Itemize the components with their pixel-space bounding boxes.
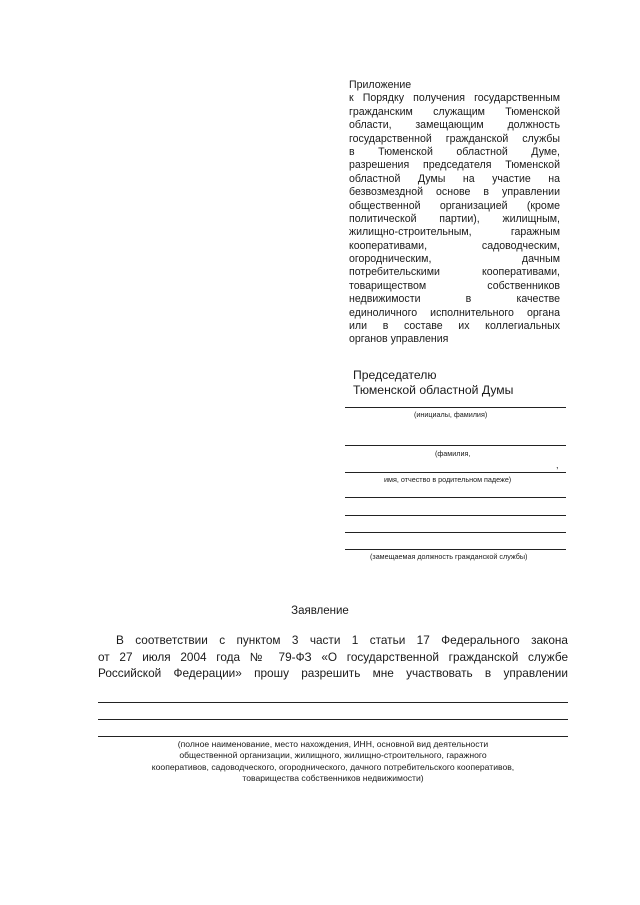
appendix-header [349,79,560,347]
position-field-line-1[interactable] [345,497,566,498]
addressee-org: Тюменской областной Думы [353,382,514,397]
appendix-line: областной Думы на участие на [349,172,560,185]
name-field-line[interactable] [345,472,566,473]
organization-field-line-3[interactable] [98,736,568,737]
position-field-line-2[interactable] [345,515,566,516]
document-title: Заявление [291,605,349,617]
application-body [98,632,568,682]
organization-field-line-1[interactable] [98,702,568,703]
organization-field-line-2[interactable] [98,719,568,720]
appendix-line: огородническим, дачным [349,253,560,266]
position-caption: (замещаемая должность гражданской службы) [370,552,528,561]
body-line: В соответствии с пунктом 3 части 1 статьи 17 Федерального закона [116,633,568,647]
surname-caption: (фамилия, [435,449,471,458]
appendix-line: или в составе их коллегиальных [349,320,560,333]
body-line: от 27 июля 2004 года № 79-ФЗ «О государственной гражданской службе [98,649,568,664]
appendix-line: товариществом собственников [349,279,560,292]
name-caption: имя, отчество в родительном падеже) [384,475,512,484]
organization-caption [98,739,568,785]
footnote-line: кооперативов, садоводческого, огороднического, дачного потребительского кооперативов, [151,761,515,772]
appendix-line: государственной гражданской службы [349,132,560,145]
appendix-line: потребительскими кооперативами, [349,266,560,279]
appendix-line: к Порядку получения государственным [349,92,560,105]
appendix-line: безвозмездной основе в управлении [349,186,560,199]
footnote-line: товарищества собственников недвижимости) [242,773,424,784]
surname-field-line[interactable] [345,445,566,446]
initials-field-line[interactable] [345,407,566,408]
appendix-line: жилищно-строительным, гаражным [349,226,560,239]
addressee-block [353,368,513,397]
footnote-line: (полное наименование, место нахождения, ИНН, основной вид деятельности [177,739,489,749]
appendix-line: Приложение [349,79,412,91]
appendix-line: единоличного исполнительного органа [349,306,560,319]
position-field-line-3[interactable] [345,532,566,533]
appendix-line: области, замещающим должность [349,119,560,132]
appendix-line: гражданским служащим Тюменской [349,105,560,118]
appendix-line: разрешения председателя Тюменской [349,159,560,172]
comma-mark: , [556,460,559,470]
footnote-line: общественной организации, жилищного, жилищно-строительного, гаражного [179,750,487,761]
appendix-line: органов управления [349,333,449,346]
appendix-line: в Тюменской областной Думе, [349,145,560,158]
addressee-title: Председателю [353,368,437,382]
appendix-line: кооперативами, садоводческим, [349,239,560,252]
appendix-line: общественной организацией (кроме [349,199,560,212]
position-field-line-4[interactable] [345,549,566,550]
body-line: Российской Федерации» прошу разрешить мне участвовать в управлении [98,666,568,680]
appendix-line: политической партии), жилищным, [349,212,560,225]
appendix-line: недвижимости в качестве [349,293,560,306]
initials-caption: (инициалы, фамилия) [414,410,488,419]
